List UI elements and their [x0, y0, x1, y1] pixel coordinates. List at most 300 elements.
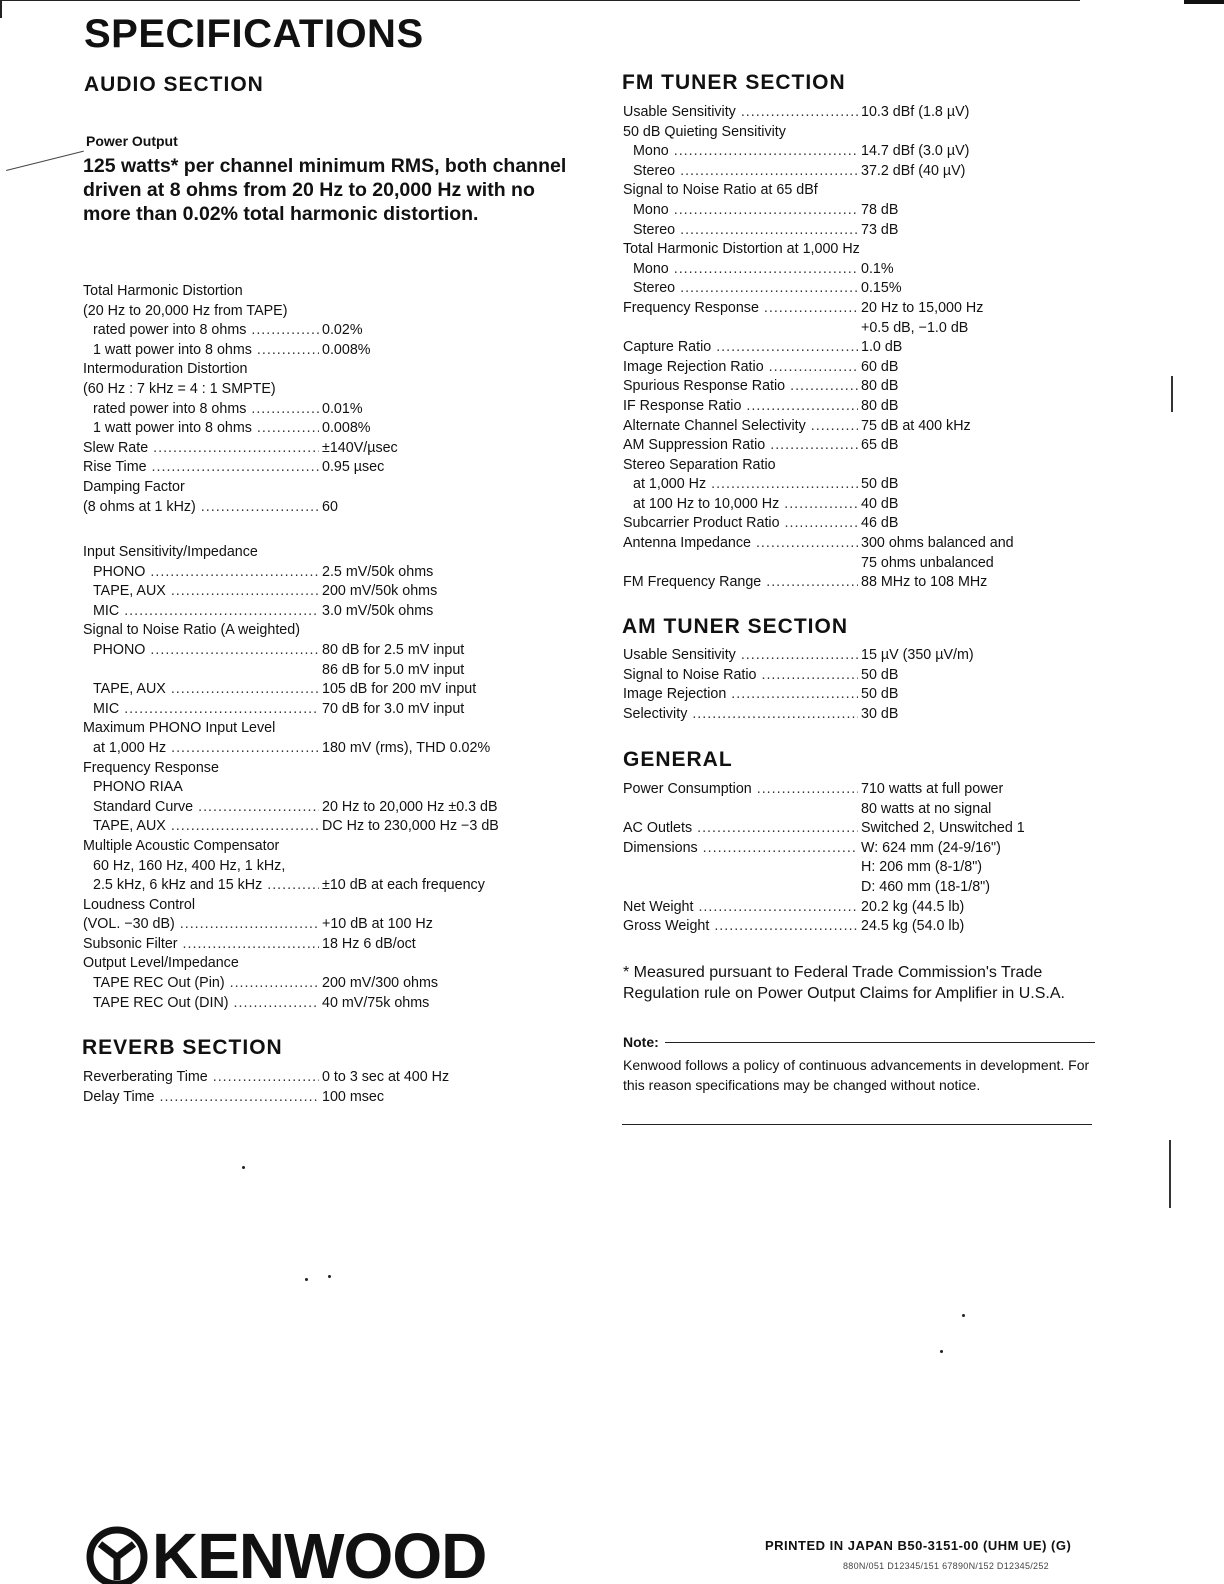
spec-label-text: Antenna Impedance: [623, 535, 751, 552]
spec-row: [623, 839, 1025, 859]
spec-value: 3.0 mV/50k ohms: [322, 602, 434, 619]
spec-label-text: Capture Ratio: [623, 339, 712, 356]
spec-label-text: TAPE REC Out (Pin): [93, 975, 225, 992]
spec-label: [623, 534, 858, 554]
spec-label-text: Usable Sensitivity: [623, 104, 736, 120]
spec-label: [623, 705, 858, 725]
spec-label-text: Signal to Noise Ratio: [623, 666, 757, 683]
spec-value: D: 460 mm (18-1/8"): [861, 878, 991, 895]
spec-value: 46 dB: [861, 515, 899, 532]
spec-row: [83, 641, 593, 661]
note-header: [623, 1034, 1095, 1050]
kenwood-logo: [86, 1524, 486, 1584]
spec-label: [623, 338, 858, 358]
spec-label-text: AM Suppression Ratio: [623, 437, 766, 454]
spec-row: [83, 543, 593, 563]
spec-label-text: Total Harmonic Distortion at 1,000 Hz: [623, 241, 860, 258]
spec-row: [83, 621, 593, 641]
spec-row: [83, 759, 593, 779]
spec-label: [83, 896, 583, 916]
corner-mark-left: [0, 0, 2, 18]
spec-label-text: Stereo: [633, 280, 676, 297]
spec-label: [83, 759, 583, 779]
spec-value: 60 dB: [861, 358, 899, 375]
spec-label: [83, 719, 583, 739]
spec-label: [83, 1068, 319, 1088]
spec-label-text: Stereo: [633, 221, 676, 238]
spec-value: 0.008%: [322, 341, 371, 358]
spec-label: [83, 994, 319, 1014]
spec-label-text: Net Weight: [623, 898, 694, 915]
speck: [305, 1278, 308, 1281]
spec-label: [83, 739, 319, 759]
spec-label: [83, 641, 319, 661]
spec-label: [623, 358, 858, 378]
spec-label-text: (VOL. −30 dB): [83, 916, 175, 933]
spec-row: [623, 103, 1123, 123]
spec-value: ±140V/µsec: [322, 439, 398, 456]
spec-value: 50 dB: [861, 666, 899, 683]
spec-row: [83, 700, 593, 720]
spec-row: [623, 646, 974, 666]
spec-value: 65 dB: [861, 437, 899, 454]
spec-label: [623, 573, 858, 593]
spec-label: [623, 898, 858, 918]
spec-label-text: Mono: [633, 143, 669, 160]
spec-label-text: Maximum PHONO Input Level: [83, 720, 276, 737]
spec-value: 78 dB: [861, 201, 899, 218]
spec-label: [83, 341, 319, 361]
spec-label: [83, 680, 319, 700]
spec-label: [623, 260, 858, 280]
spec-value: 0 to 3 sec at 400 Hz: [322, 1069, 450, 1085]
spec-row: [623, 221, 1123, 241]
spec-label: [83, 419, 319, 439]
am-section-title: AM TUNER SECTION: [622, 615, 848, 638]
spec-label: [83, 439, 319, 459]
spec-row: [623, 898, 1025, 918]
spec-label-text: TAPE, AUX: [93, 681, 166, 698]
spec-label-text: Image Rejection: [623, 686, 727, 703]
spec-row: [623, 142, 1123, 162]
spec-label-text: rated power into 8 ohms: [93, 400, 247, 417]
spec-row: [83, 739, 593, 759]
spec-label: [83, 563, 319, 583]
spec-label-text: Selectivity: [623, 705, 688, 722]
margin-pointer-line: [6, 151, 88, 189]
spec-label-text: Rise Time: [83, 459, 147, 476]
spec-label: [83, 954, 583, 974]
spec-label: [623, 299, 858, 319]
spec-row: [623, 475, 1123, 495]
spec-value: 20.2 kg (44.5 lb): [861, 898, 965, 915]
print-codes: 880N/051 D12345/151 67890N/152 D12345/252: [843, 1561, 1049, 1571]
spec-row: [623, 819, 1025, 839]
spec-value: 18 Hz 6 dB/oct: [322, 935, 416, 952]
power-output-text: 125 watts* per channel minimum RMS, both channel driven at 8 ohms from 20 Hz to 20,000 Hz with no more than 0.02% total harmonic distortion.: [83, 155, 567, 225]
spec-label-text: (8 ohms at 1 kHz): [83, 498, 196, 515]
note-text: Kenwood follows a policy of continuous advancements in development. For this reason specifications may be changed without notice.: [623, 1057, 1090, 1093]
spec-row: [623, 358, 1123, 378]
spec-row: [623, 436, 1123, 456]
spec-label: [83, 458, 319, 478]
spec-row: [83, 680, 593, 700]
spec-label: [623, 819, 858, 839]
spec-value: DC Hz to 230,000 Hz −3 dB: [322, 818, 499, 835]
spec-value: 70 dB for 3.0 mV input: [322, 700, 465, 717]
spec-label: [83, 798, 319, 818]
spec-row: [83, 282, 583, 302]
spec-row: [623, 201, 1123, 221]
spec-row: [623, 456, 1123, 476]
spec-label-text: Dimensions: [623, 839, 698, 856]
spec-label: [83, 974, 319, 994]
spec-label-text: Gross Weight: [623, 918, 710, 935]
spec-row: [83, 582, 593, 602]
spec-value: 0.15%: [861, 280, 902, 297]
spec-row: [623, 338, 1123, 358]
spec-label-text: Subcarrier Product Ratio: [623, 515, 780, 532]
spec-row: [83, 857, 593, 877]
brand-wordmark: KENWOOD: [152, 1524, 487, 1584]
spec-row: [83, 1068, 449, 1088]
spec-label-text: PHONO RIAA: [93, 779, 183, 796]
spec-label-text: Intermoduration Distortion: [83, 361, 248, 378]
spec-label-text: at 1,000 Hz: [633, 476, 707, 493]
spec-label-text: TAPE, AUX: [93, 583, 166, 600]
spec-row: [83, 302, 583, 322]
spec-label: [83, 498, 319, 518]
spec-row: [623, 279, 1123, 299]
spec-row: [623, 377, 1123, 397]
spec-row: [623, 800, 1025, 820]
spec-label-text: Usable Sensitivity: [623, 647, 736, 663]
spec-label: [623, 917, 858, 937]
spec-label: [623, 103, 858, 123]
spec-label: [83, 778, 593, 798]
note-rule: [665, 1042, 1095, 1043]
spec-value: 88 MHz to 108 MHz: [861, 574, 988, 591]
spec-label-text: Spurious Response Ratio: [623, 378, 786, 395]
spec-value: 86 dB for 5.0 mV input: [322, 661, 465, 678]
spec-label: [623, 495, 858, 515]
spec-label: [623, 377, 858, 397]
spec-value: 710 watts at full power: [861, 781, 1004, 797]
spec-label: [623, 436, 858, 456]
spec-label-text: 1 watt power into 8 ohms: [93, 420, 252, 437]
corner-mark-right: [1184, 0, 1224, 4]
spec-label-text: Image Rejection Ratio: [623, 358, 764, 375]
spec-label: [623, 240, 1123, 260]
spec-label: [623, 858, 858, 878]
fm-spec-list: [623, 103, 1123, 593]
spec-label: [83, 857, 593, 877]
spec-value: 0.95 µsec: [322, 459, 385, 476]
spec-value: 50 dB: [861, 686, 899, 703]
spec-value: 15 µV (350 µV/m): [861, 647, 974, 663]
spec-label-text: Input Sensitivity/Impedance: [83, 544, 258, 560]
spec-label-text: at 100 Hz to 10,000 Hz: [633, 495, 780, 512]
spec-value: 0.1%: [861, 260, 894, 277]
footnote: * Measured pursuant to Federal Trade Commission's Trade Regulation rule on Power Output Claims for Amplifier in U.S.A.: [623, 964, 1065, 1002]
spec-value: 60: [322, 498, 338, 515]
kenwood-emblem-icon: [86, 1524, 148, 1584]
spec-row: [623, 260, 1123, 280]
spec-label: [83, 621, 583, 641]
general-section-title: GENERAL: [623, 748, 733, 771]
spec-row: [83, 798, 593, 818]
spec-label: [83, 400, 319, 420]
spec-label: [83, 837, 583, 857]
spec-value: 80 dB for 2.5 mV input: [322, 641, 465, 658]
spec-row: [83, 400, 583, 420]
speck: [242, 1166, 245, 1169]
spec-value: 14.7 dBf (3.0 µV): [861, 143, 970, 160]
speck: [328, 1275, 331, 1278]
spec-row: [83, 954, 593, 974]
spec-row: [623, 780, 1025, 800]
spec-row: [83, 837, 593, 857]
spec-label-text: Frequency Response: [623, 299, 759, 316]
spec-label: [623, 800, 858, 820]
spec-label-text: 2.5 kHz, 6 kHz and 15 kHz: [93, 877, 263, 894]
spec-value: 1.0 dB: [861, 339, 903, 356]
spec-row: [623, 878, 1025, 898]
spec-label: [83, 582, 319, 602]
spec-row: [623, 917, 1025, 937]
spec-label-text: PHONO: [93, 641, 146, 658]
scan-mark: [1171, 376, 1173, 412]
spec-row: [623, 181, 1123, 201]
spec-label: [623, 475, 858, 495]
audio-section-title: AUDIO SECTION: [84, 73, 264, 96]
spec-label: [623, 839, 858, 859]
spec-value: 75 ohms unbalanced: [861, 554, 994, 571]
spec-label: [623, 780, 858, 800]
spec-label-text: (60 Hz : 7 kHz = 4 : 1 SMPTE): [83, 380, 276, 397]
spec-row: [83, 380, 583, 400]
spec-row: [83, 1088, 449, 1108]
spec-value: 0.02%: [322, 322, 363, 339]
spec-label-text: (20 Hz to 20,000 Hz from TAPE): [83, 302, 288, 319]
spec-row: [83, 602, 593, 622]
spec-row: [83, 341, 583, 361]
spec-label: [623, 685, 858, 705]
spec-label-text: at 1,000 Hz: [93, 739, 167, 756]
spec-label: [623, 456, 1123, 476]
spec-label-text: MIC: [93, 700, 120, 717]
spec-label-text: MIC: [93, 602, 120, 619]
spec-label: [83, 700, 319, 720]
spec-value: 100 msec: [322, 1088, 384, 1105]
spec-row: [83, 994, 593, 1014]
spec-row: [623, 554, 1123, 574]
spec-label-text: Loudness Control: [83, 896, 196, 913]
spec-value: 20 Hz to 15,000 Hz: [861, 299, 984, 316]
spec-label-text: Reverberating Time: [83, 1069, 208, 1085]
spec-label-text: Stereo Separation Ratio: [623, 456, 776, 473]
spec-label: [83, 661, 319, 681]
spec-label: [83, 935, 319, 955]
spec-label-text: rated power into 8 ohms: [93, 322, 247, 339]
spec-label: [623, 201, 858, 221]
spec-value: H: 206 mm (8-1/8"): [861, 859, 983, 876]
spec-row: [623, 299, 1123, 319]
spec-row: [83, 321, 583, 341]
spec-label-text: Alternate Channel Selectivity: [623, 417, 806, 434]
spec-label: [623, 279, 858, 299]
spec-label: [83, 380, 583, 400]
spec-row: [623, 319, 1123, 339]
spec-label-text: Stereo: [633, 162, 676, 179]
spec-value: +0.5 dB, −1.0 dB: [861, 319, 969, 336]
spec-row: [623, 240, 1123, 260]
power-output-label: Power Output: [86, 133, 178, 149]
spec-row: [83, 817, 593, 837]
spec-row: [623, 495, 1123, 515]
spec-label: [623, 646, 858, 666]
speck: [940, 1350, 943, 1353]
spec-row: [623, 397, 1123, 417]
spec-value: W: 624 mm (24-9/16"): [861, 839, 1001, 856]
spec-row: [83, 661, 593, 681]
scan-mark: [1169, 1140, 1171, 1208]
spec-value: 200 mV/300 ohms: [322, 975, 439, 992]
spec-value: 2.5 mV/50k ohms: [322, 563, 434, 580]
spec-value: 30 dB: [861, 705, 899, 722]
spec-label-text: FM Frequency Range: [623, 574, 762, 591]
spec-label-text: TAPE REC Out (DIN): [93, 994, 229, 1011]
spec-label: [83, 915, 319, 935]
spec-value: 180 mV (rms), THD 0.02%: [322, 739, 491, 756]
reverb-section-title: REVERB SECTION: [82, 1036, 283, 1059]
spec-value: 105 dB for 200 mV input: [322, 681, 477, 698]
spec-row: [623, 534, 1123, 554]
spec-value: 80 watts at no signal: [861, 800, 992, 817]
spec-label: [623, 397, 858, 417]
spec-label: [83, 478, 583, 498]
spec-label-text: 60 Hz, 160 Hz, 400 Hz, 1 kHz,: [93, 857, 286, 874]
spec-value: 200 mV/50k ohms: [322, 583, 438, 600]
spec-label: [83, 321, 319, 341]
page-title: SPECIFICATIONS: [84, 12, 424, 56]
spec-row: [623, 162, 1123, 182]
spec-label: [623, 666, 858, 686]
audio-spec-list-1: [83, 282, 583, 517]
audio-spec-list-2: [83, 543, 593, 1013]
top-border-line: [0, 0, 1080, 1]
spec-label-text: PHONO: [93, 563, 146, 580]
spec-label-text: Signal to Noise Ratio at 65 dBf: [623, 182, 818, 199]
spec-label-text: Signal to Noise Ratio (A weighted): [83, 622, 300, 639]
spec-value: 0.01%: [322, 400, 363, 417]
spec-row: [83, 498, 583, 518]
spec-label-text: Damping Factor: [83, 478, 185, 495]
spec-label-text: Power Consumption: [623, 781, 752, 797]
spec-row: [83, 563, 593, 583]
divider-rule: [622, 1124, 1092, 1125]
spec-label-text: Mono: [633, 201, 669, 218]
spec-value: Switched 2, Unswitched 1: [861, 820, 1025, 837]
spec-value: 73 dB: [861, 221, 899, 238]
spec-row: [623, 666, 974, 686]
spec-row: [83, 974, 593, 994]
spec-value: ±10 dB at each frequency: [322, 877, 485, 894]
spec-label-text: Slew Rate: [83, 439, 149, 456]
spec-label: [83, 282, 583, 302]
spec-value: 10.3 dBf (1.8 µV): [861, 104, 970, 120]
spec-row: [83, 360, 583, 380]
spec-row: [83, 439, 583, 459]
spec-label-text: Standard Curve: [93, 798, 194, 815]
am-spec-list: [623, 646, 974, 724]
spec-value: 24.5 kg (54.0 lb): [861, 918, 965, 935]
reverb-spec-list: [83, 1068, 449, 1107]
printed-in-japan: PRINTED IN JAPAN B50-3151-00 (UHM UE) (G): [765, 1538, 1072, 1553]
spec-row: [83, 478, 583, 498]
spec-value: 50 dB: [861, 476, 899, 493]
spec-label: [623, 417, 858, 437]
spec-value: 40 dB: [861, 495, 899, 512]
spec-label: [623, 142, 858, 162]
spec-value: 40 mV/75k ohms: [322, 994, 430, 1011]
speck: [962, 1314, 965, 1317]
spec-row: [623, 858, 1025, 878]
spec-label: [623, 554, 858, 574]
spec-row: [83, 896, 593, 916]
spec-label: [83, 602, 319, 622]
spec-value: +10 dB at 100 Hz: [322, 916, 433, 933]
spec-label-text: 50 dB Quieting Sensitivity: [623, 123, 786, 140]
spec-label-text: TAPE, AUX: [93, 818, 166, 835]
spec-row: [83, 778, 593, 798]
spec-label: [83, 360, 583, 380]
spec-row: [83, 876, 593, 896]
spec-row: [623, 573, 1123, 593]
spec-label-text: Delay Time: [83, 1088, 155, 1105]
spec-value: 37.2 dBf (40 µV): [861, 162, 966, 179]
note-label: Note:: [623, 1034, 659, 1050]
spec-label: [83, 1088, 319, 1108]
spec-row: [83, 419, 583, 439]
spec-label-text: IF Response Ratio: [623, 397, 742, 414]
spec-label: [623, 123, 1123, 143]
spec-label-text: Multiple Acoustic Compensator: [83, 837, 280, 854]
spec-row: [83, 915, 593, 935]
spec-label: [623, 878, 858, 898]
spec-label-text: Frequency Response: [83, 759, 219, 776]
spec-label-text: Mono: [633, 260, 669, 277]
spec-label: [623, 319, 858, 339]
spec-value: 80 dB: [861, 397, 899, 414]
spec-row: [623, 705, 974, 725]
fm-section-title: FM TUNER SECTION: [622, 71, 846, 94]
spec-value: 300 ohms balanced and: [861, 535, 1014, 552]
spec-label: [83, 876, 319, 896]
spec-value: 75 dB at 400 kHz: [861, 417, 971, 434]
spec-label-text: AC Outlets: [623, 820, 693, 837]
spec-label-text: Output Level/Impedance: [83, 955, 239, 972]
spec-label-text: 1 watt power into 8 ohms: [93, 341, 252, 358]
spec-label: [623, 514, 858, 534]
spec-label: [83, 817, 319, 837]
spec-row: [83, 458, 583, 478]
spec-row: [623, 514, 1123, 534]
spec-label: [83, 543, 583, 563]
spec-label: [623, 162, 858, 182]
spec-label: [623, 221, 858, 241]
spec-label-text: Total Harmonic Distortion: [83, 283, 243, 299]
